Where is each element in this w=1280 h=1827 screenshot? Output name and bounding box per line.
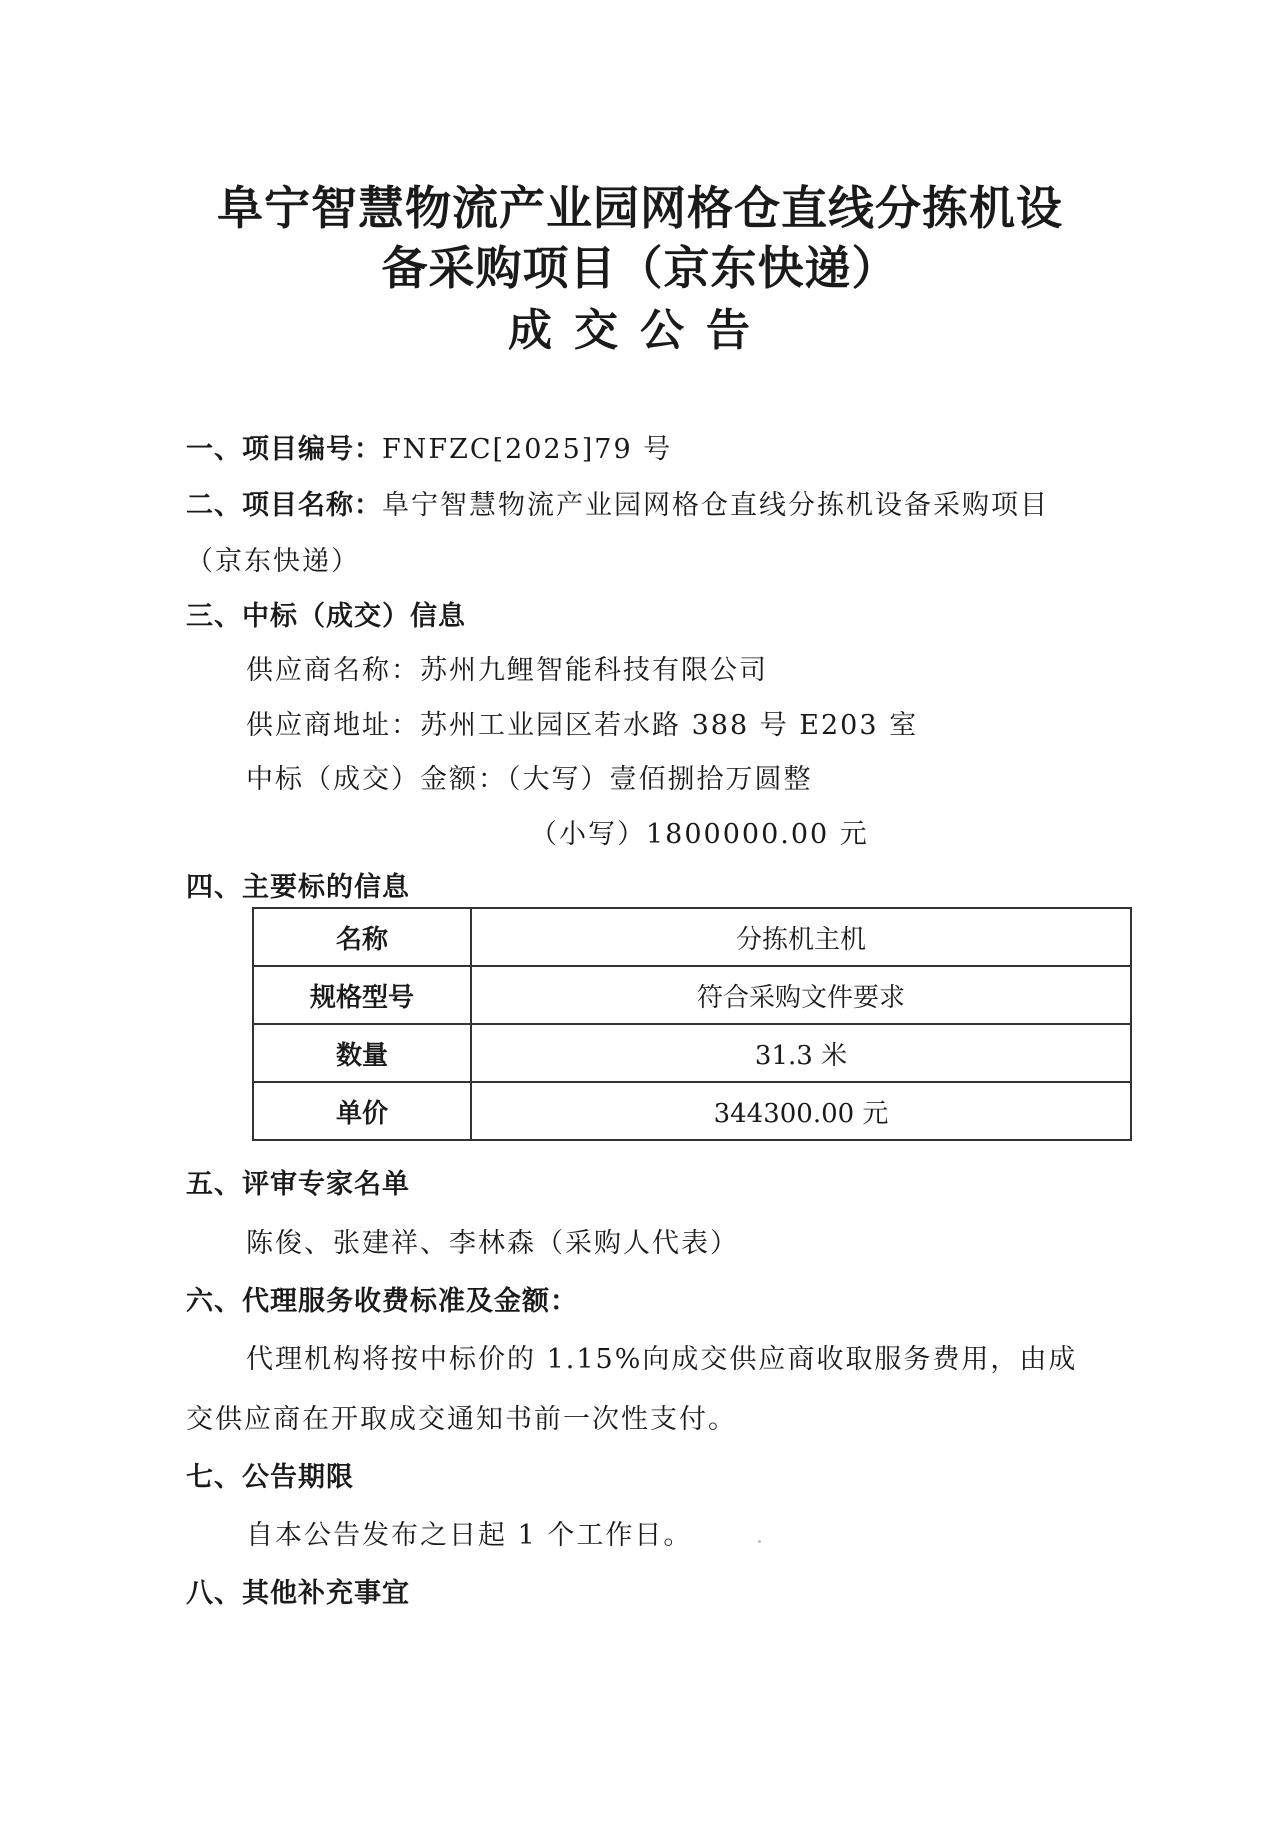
project-number-value: FNFZC[2025]79 号 bbox=[382, 434, 673, 465]
supplier-address-value: 苏州工业园区若水路 388 号 E203 室 bbox=[420, 710, 919, 741]
project-name-row bbox=[186, 486, 1049, 526]
project-number-row bbox=[186, 430, 672, 470]
table-key-cell: 规格型号 bbox=[253, 966, 471, 1024]
section-1-heading: 一、项目编号： bbox=[186, 434, 382, 465]
section-7-heading: 七、公告期限 bbox=[186, 1462, 354, 1493]
document-title-line-3: 成交公告 bbox=[508, 305, 772, 356]
table-key-cell: 数量 bbox=[253, 1024, 471, 1082]
supplier-name-row bbox=[246, 651, 768, 691]
document-title-line-2: 备采购项目（京东快递） bbox=[381, 241, 899, 295]
section-4-heading: 四、主要标的信息 bbox=[186, 872, 410, 903]
section-8-heading: 八、其他补充事宜 bbox=[186, 1578, 410, 1609]
supplier-address-row bbox=[246, 706, 918, 746]
expert-list: 陈俊、张建祥、李林森（采购人代表） bbox=[246, 1228, 739, 1259]
table-key-cell: 单价 bbox=[253, 1082, 471, 1140]
award-amount-row bbox=[246, 760, 813, 800]
table-row bbox=[253, 1024, 1131, 1082]
table-row bbox=[253, 1082, 1131, 1140]
supplier-address-label: 供应商地址： bbox=[246, 710, 420, 741]
notice-period-text: 自本公告发布之日起 1 个工作日。 bbox=[246, 1520, 693, 1551]
supplier-name-label: 供应商名称： bbox=[246, 655, 420, 686]
subject-info-table bbox=[252, 907, 1132, 1141]
table-row bbox=[253, 966, 1131, 1024]
table-key-cell: 名称 bbox=[253, 908, 471, 966]
section-2-heading: 二、项目名称： bbox=[186, 490, 382, 521]
award-amount-lower: （小写）1800000.00 元 bbox=[530, 819, 869, 850]
table-value-cell: 31.3 米 bbox=[471, 1024, 1131, 1082]
table-value-cell: 分拣机主机 bbox=[471, 908, 1131, 966]
section-3-heading: 三、中标（成交）信息 bbox=[186, 601, 466, 632]
table-value-cell: 344300.00 元 bbox=[471, 1082, 1131, 1140]
award-amount-upper: （大写）壹佰捌拾万圆整 bbox=[507, 764, 813, 795]
table-value-cell: 符合采购文件要求 bbox=[471, 966, 1131, 1024]
fee-paragraph-line-2: 交供应商在开取成交通知书前一次性支付。 bbox=[186, 1404, 737, 1435]
table-row bbox=[253, 908, 1131, 966]
document-title-line-1: 阜宁智慧物流产业园网格仓直线分拣机设 bbox=[217, 181, 1063, 235]
supplier-name-value: 苏州九鲤智能科技有限公司 bbox=[420, 655, 768, 686]
section-6-heading: 六、代理服务收费标准及金额： bbox=[186, 1286, 578, 1317]
scan-speck bbox=[758, 1540, 761, 1543]
section-5-heading: 五、评审专家名单 bbox=[186, 1169, 410, 1200]
project-name-value: 阜宁智慧物流产业园网格仓直线分拣机设备采购项目 bbox=[382, 490, 1049, 521]
project-name-continuation: （京东快递） bbox=[186, 546, 360, 577]
fee-paragraph-line-1: 代理机构将按中标价的 1.15%向成交供应商收取服务费用，由成 bbox=[246, 1344, 1078, 1375]
award-amount-label: 中标（成交）金额： bbox=[246, 764, 507, 795]
